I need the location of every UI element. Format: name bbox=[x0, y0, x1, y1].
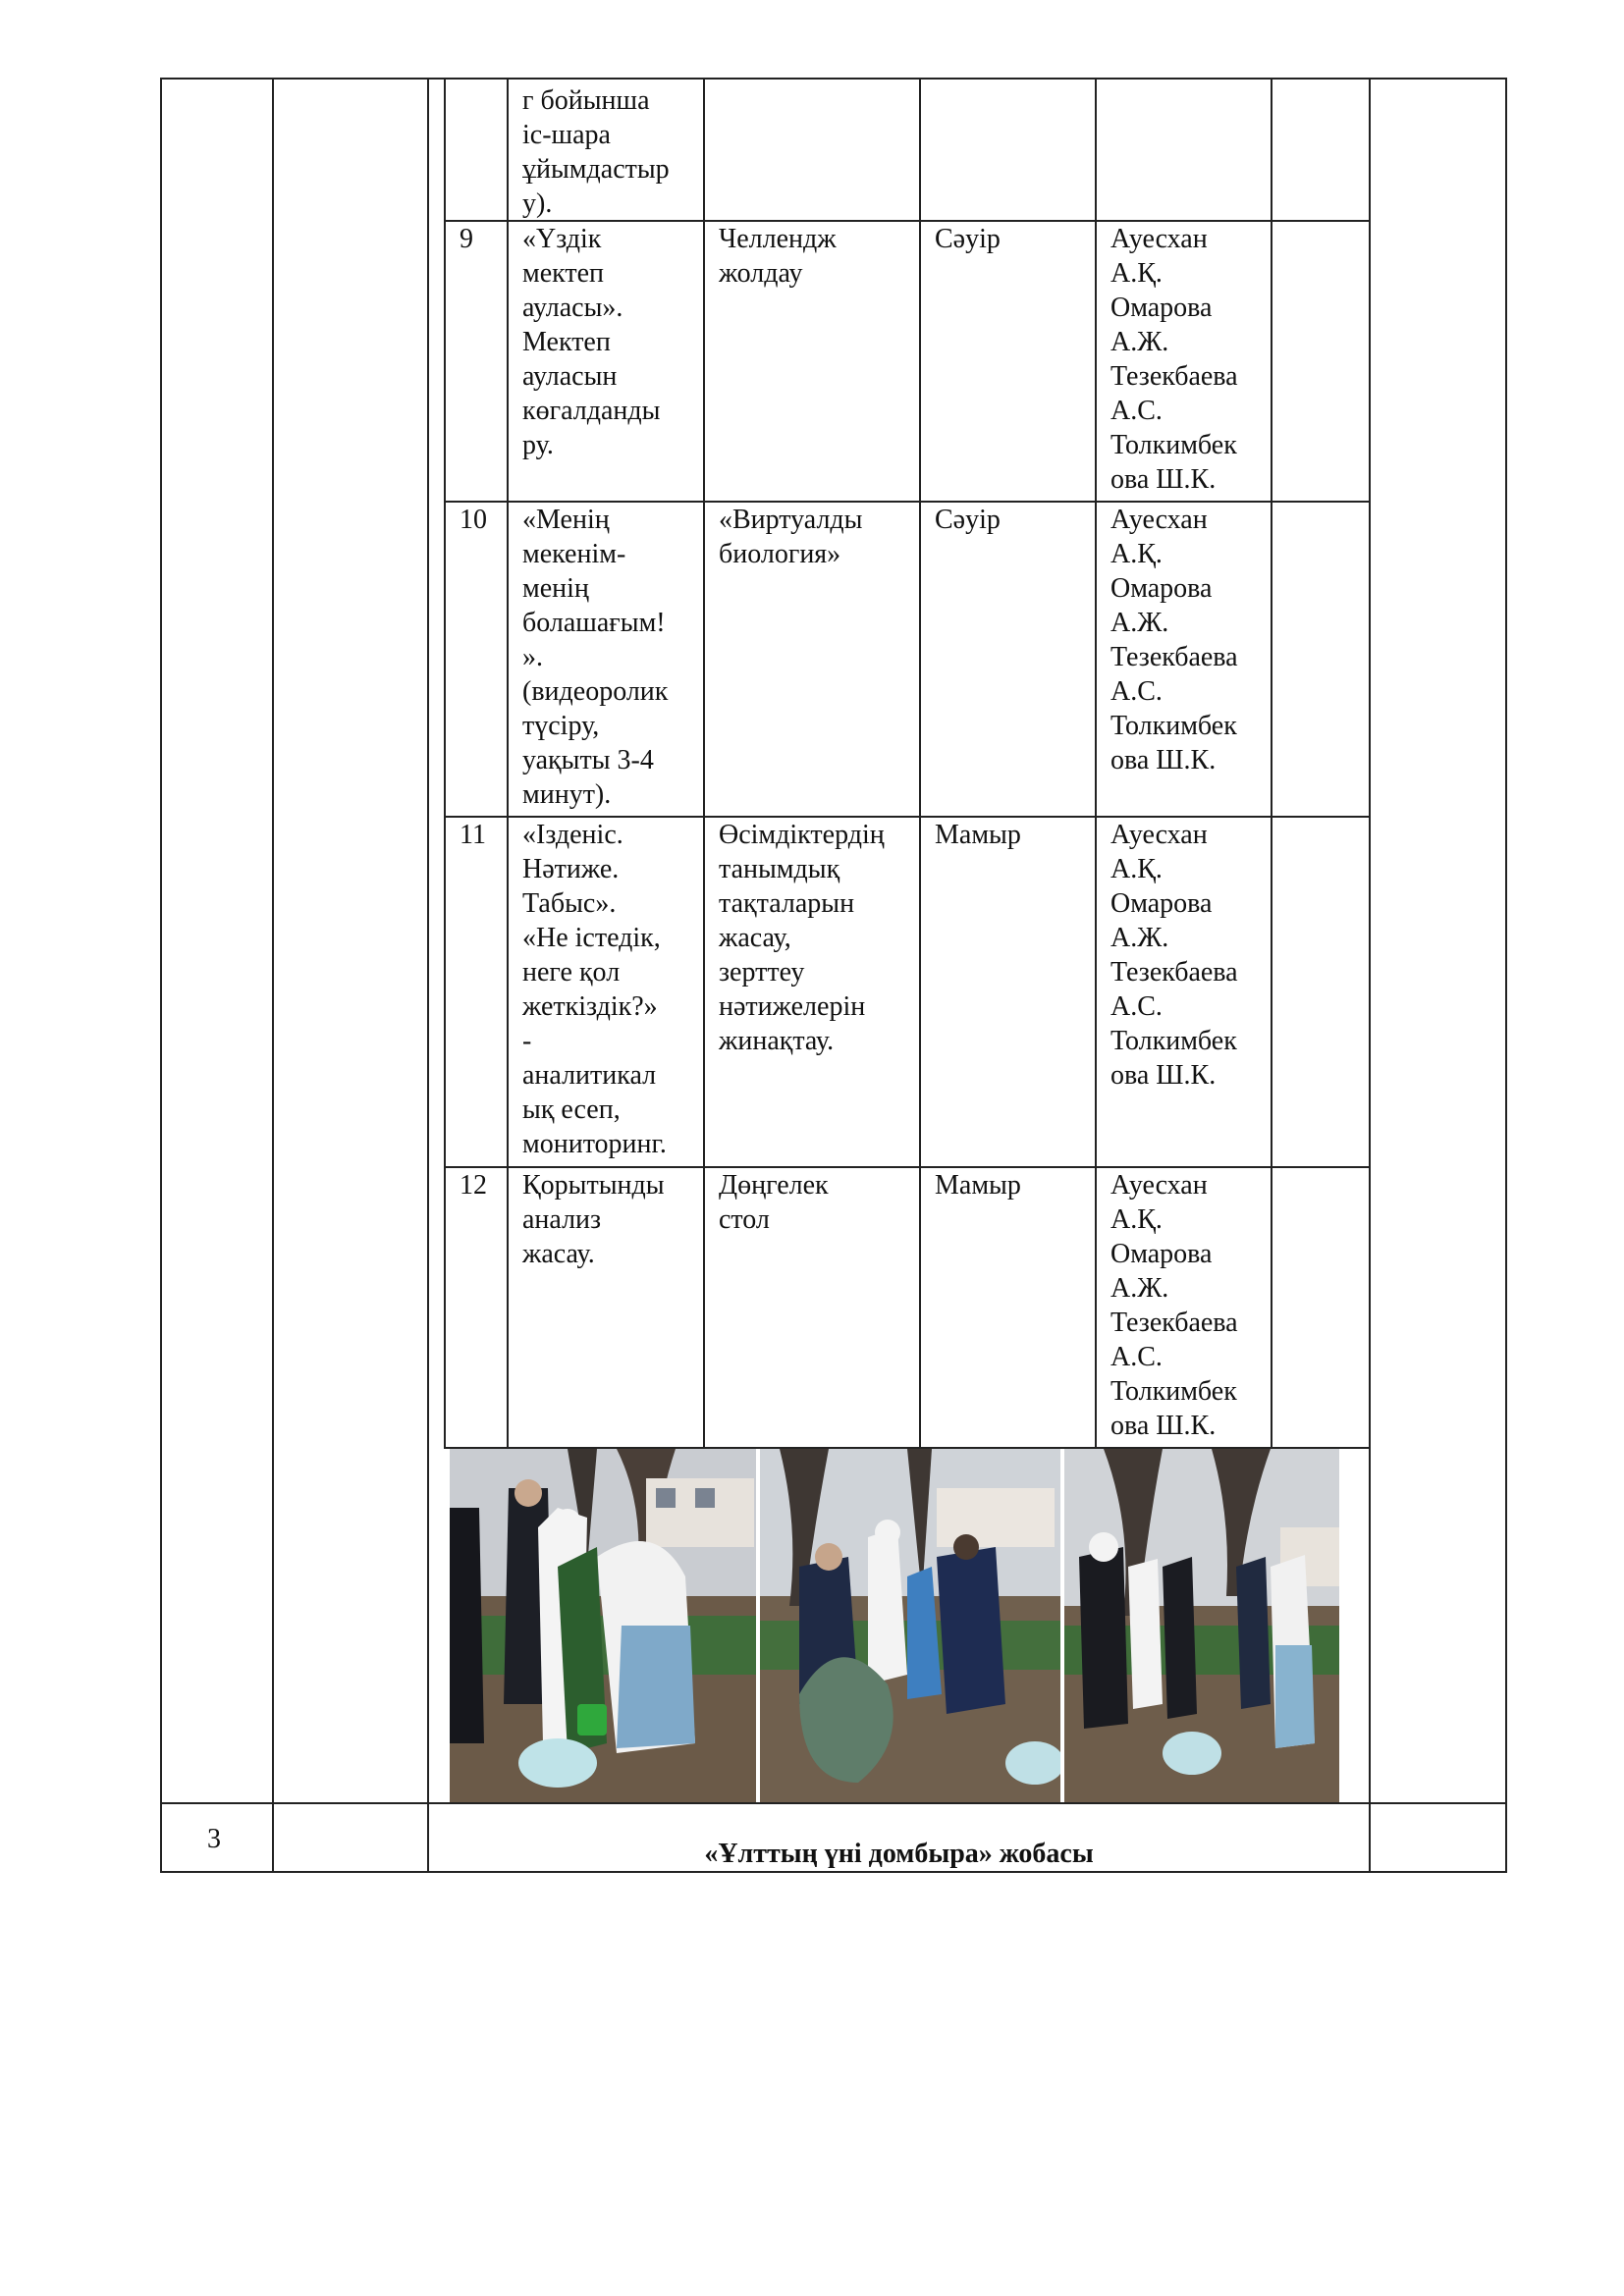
section-number: 3 bbox=[207, 1824, 221, 1854]
row-2-event: «Менің мекенім- менің болашағым! ». (видеоролик түсіру, уақыты 3-4 минут). bbox=[522, 505, 669, 810]
row-2-time: Сәуір bbox=[935, 505, 1001, 535]
tree-planting-photo-3 bbox=[1064, 1449, 1339, 1802]
outer-col-divider-1 bbox=[272, 78, 274, 1873]
row-1-time: Сәуір bbox=[935, 224, 1001, 254]
row-0-event: г бойынша іс-шара ұйымдастыр у). bbox=[522, 85, 670, 219]
row-2-form: «Виртуалды биология» bbox=[719, 505, 863, 569]
row-4-responsible: Ауесхан А.Қ. Омарова А.Ж. Тезекбаева А.С. Толкимбек ова Ш.К. bbox=[1110, 1170, 1238, 1441]
row-3-time: Мамыр bbox=[935, 820, 1021, 850]
row-1-event: «Үздік мектеп ауласы». Мектеп ауласын көгалданды ру. bbox=[522, 224, 661, 460]
outer-border-bottom bbox=[160, 1871, 1507, 1873]
row-4-event: Қорытынды анализ жасау. bbox=[522, 1170, 665, 1269]
tree-planting-photo-1 bbox=[450, 1449, 756, 1802]
row-3-number: 11 bbox=[460, 820, 486, 850]
tree-planting-photo-2 bbox=[760, 1449, 1060, 1802]
outer-col-divider-3 bbox=[1369, 78, 1371, 1873]
outer-col-divider-2 bbox=[427, 78, 429, 1873]
outer-border-top bbox=[160, 78, 1507, 80]
row-2-responsible: Ауесхан А.Қ. Омарова А.Ж. Тезекбаева А.С. Толкимбек ова Ш.К. bbox=[1110, 505, 1238, 775]
row-1-number: 9 bbox=[460, 224, 473, 254]
inner-col-divider-2 bbox=[703, 80, 705, 1448]
inner-col-divider-4 bbox=[1095, 80, 1097, 1448]
outer-border-left bbox=[160, 78, 162, 1873]
row-4-time: Мамыр bbox=[935, 1170, 1021, 1201]
row-4-form: Дөңгелек стол bbox=[719, 1170, 829, 1235]
section-title: «Ұлттың үні домбыра» жобасы bbox=[704, 1839, 1094, 1869]
row-1-responsible: Ауесхан А.Қ. Омарова А.Ж. Тезекбаева А.С. Толкимбек ова Ш.К. bbox=[1110, 224, 1238, 495]
outer-border-right bbox=[1505, 78, 1507, 1873]
row-4-number: 12 bbox=[460, 1170, 487, 1201]
inner-border-left bbox=[444, 80, 446, 1448]
row-1-form: Челлендж жолдау bbox=[719, 224, 837, 289]
section-divider bbox=[160, 1802, 1507, 1804]
inner-col-divider-5 bbox=[1271, 80, 1272, 1448]
inner-col-divider-1 bbox=[507, 80, 509, 1448]
inner-col-divider-3 bbox=[919, 80, 921, 1448]
row-2-number: 10 bbox=[460, 505, 487, 535]
row-3-form: Өсімдіктердің танымдық тақталарын жасау, зерттеу нәтижелерін жинақтау. bbox=[719, 820, 885, 1056]
row-3-responsible: Ауесхан А.Қ. Омарова А.Ж. Тезекбаева А.С. Толкимбек ова Ш.К. bbox=[1110, 820, 1238, 1091]
row-3-event: «Ізденіс. Нәтиже. Табыс». «Не істедік, неге қол жеткіздік?» - аналитикал ық есеп, мониторинг. bbox=[522, 820, 667, 1159]
